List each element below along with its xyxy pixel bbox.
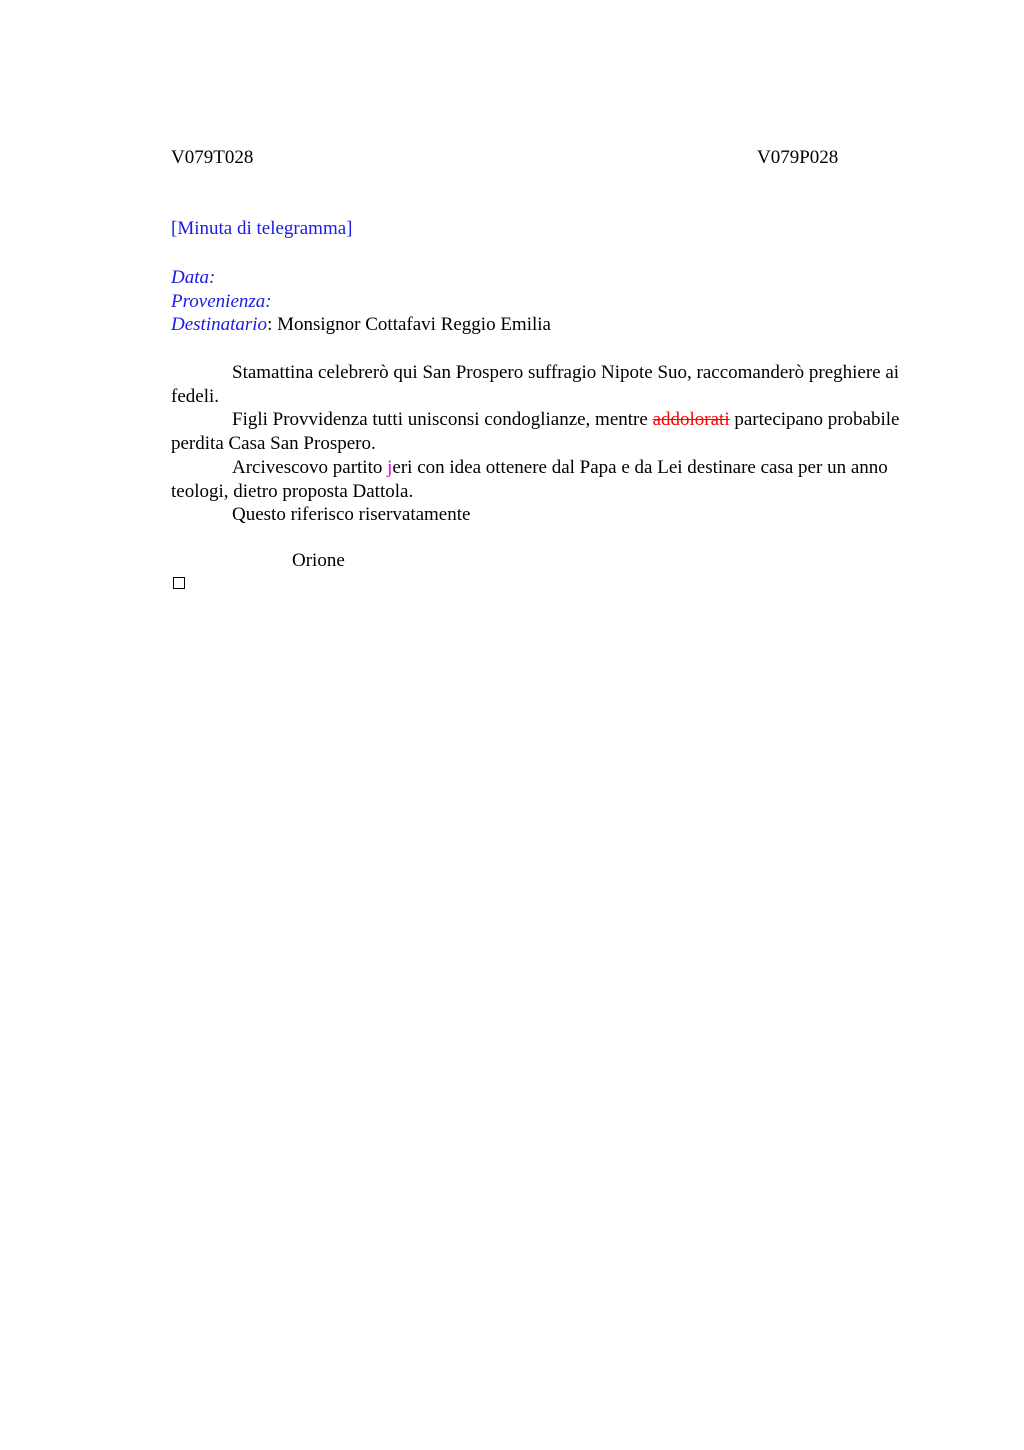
metadata-data — [171, 266, 551, 290]
end-marker-box-icon — [173, 577, 185, 589]
inserted-letter: j — [387, 456, 393, 478]
deleted-word: addolorati — [652, 409, 730, 431]
telegram-body — [171, 361, 906, 527]
metadata-block — [171, 266, 551, 337]
archive-code-right: V079P028 — [757, 147, 839, 168]
paragraph-2 — [171, 408, 906, 455]
paragraph-2-end: partecipano probabile perdita Casa San Prospero. — [171, 409, 900, 455]
document-type: [Minuta di telegramma] — [171, 218, 353, 239]
paragraph-3-start: Arcivescovo partito — [232, 456, 388, 478]
archive-code-left: V079T028 — [171, 147, 254, 168]
destinatario-separator: : — [267, 314, 278, 335]
paragraph-2-start: Figli Provvidenza tutti unisconsi condoglianze, mentre — [232, 409, 653, 431]
data-label: Data: — [171, 267, 216, 288]
paragraph-4: Questo riferisco riservatamente — [232, 504, 471, 526]
destinatario-label: Destinatario — [171, 314, 268, 335]
provenienza-label: Provenienza: — [171, 290, 272, 312]
metadata-provenienza — [171, 290, 551, 314]
destinatario-value: Monsignor Cottafavi Reggio Emilia — [277, 314, 551, 335]
paragraph-3-end: eri con idea ottenere dal Papa e da Lei destinare casa per un anno teologi, dietro proposta Dattola. — [171, 456, 888, 502]
metadata-destinatario — [171, 313, 551, 337]
signature: Orione — [292, 550, 345, 571]
paragraph-1: Stamattina celebrerò qui San Prospero suffragio Nipote Suo, raccomanderò preghiere ai fedeli. — [171, 362, 900, 407]
paragraph-3 — [171, 456, 906, 503]
